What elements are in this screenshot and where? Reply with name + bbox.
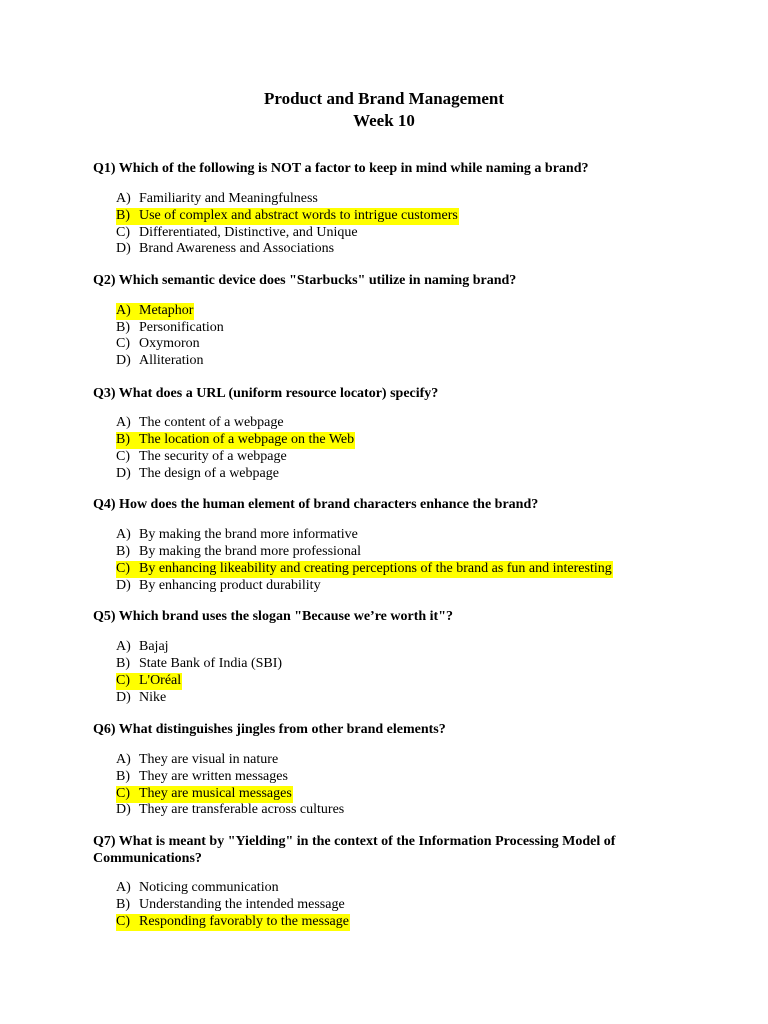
option-text: Understanding the intended message (139, 897, 345, 912)
option-letter: C) (116, 336, 130, 351)
option-text: Oxymoron (139, 336, 200, 351)
option-text: They are transferable across cultures (139, 802, 345, 817)
option-text: Bajaj (139, 639, 169, 654)
option-text: They are written messages (139, 769, 288, 784)
answer-option (116, 561, 613, 578)
answer-option (116, 303, 194, 320)
option-text: The content of a webpage (139, 415, 284, 430)
option-letter: A) (116, 303, 131, 318)
option-text: They are visual in nature (139, 752, 279, 767)
option-letter: A) (116, 752, 131, 767)
option-text: By making the brand more informative (139, 527, 358, 542)
answer-option (116, 191, 319, 208)
option-letter: D) (116, 802, 131, 817)
option-text: Differentiated, Distinctive, and Unique (139, 225, 358, 240)
option-letter: C) (116, 914, 130, 929)
answer-option (116, 769, 289, 786)
option-letter: D) (116, 353, 131, 368)
question-text: Q3) What does a URL (uniform resource locator) specify? (93, 386, 439, 401)
answer-option (116, 639, 170, 656)
answer-option (116, 880, 280, 897)
option-text: The location of a webpage on the Web (139, 432, 355, 447)
answer-option (116, 656, 283, 673)
question-text: Q7) What is meant by "Yielding" in the context of the Information Processing Model of Communications? (93, 834, 616, 866)
option-text: The security of a webpage (139, 449, 287, 464)
option-letter: B) (116, 769, 130, 784)
answer-option (116, 353, 205, 370)
option-letter: D) (116, 241, 131, 256)
question-text: Q6) What distinguishes jingles from other brand elements? (93, 722, 446, 737)
option-text: Nike (139, 690, 167, 705)
option-text: By making the brand more professional (139, 544, 362, 559)
option-text: The design of a webpage (139, 466, 279, 481)
answer-option (116, 320, 225, 337)
option-letter: A) (116, 880, 131, 895)
answer-option (116, 802, 345, 819)
option-letter: A) (116, 527, 131, 542)
option-text: Use of complex and abstract words to intrigue customers (139, 208, 458, 223)
document-subtitle: Week 10 (353, 111, 415, 130)
option-text: Familiarity and Meaningfulness (139, 191, 318, 206)
answer-option (116, 578, 322, 595)
option-text: Metaphor (139, 303, 194, 318)
question-text: Q2) Which semantic device does "Starbucks" utilize in naming brand? (93, 273, 517, 288)
answer-option (116, 752, 279, 769)
option-letter: B) (116, 208, 130, 223)
option-text: Responding favorably to the message (139, 914, 349, 929)
answer-option (116, 690, 167, 707)
option-letter: B) (116, 897, 130, 912)
option-text: Brand Awareness and Associations (139, 241, 335, 256)
option-text: L'Oréal (139, 673, 182, 688)
option-letter: B) (116, 544, 130, 559)
option-letter: D) (116, 466, 131, 481)
answer-option (116, 466, 280, 483)
option-letter: D) (116, 578, 131, 593)
option-text: Alliteration (139, 353, 204, 368)
answer-option (116, 897, 346, 914)
option-letter: C) (116, 673, 130, 688)
option-text: State Bank of India (SBI) (139, 656, 283, 671)
option-letter: B) (116, 656, 130, 671)
option-text: By enhancing likeability and creating perceptions of the brand as fun and interesting (139, 561, 612, 576)
option-letter: C) (116, 786, 130, 801)
answer-option (116, 336, 201, 353)
question-text: Q1) Which of the following is NOT a factor to keep in mind while naming a brand? (93, 161, 589, 176)
option-letter: A) (116, 639, 131, 654)
option-text: Noticing communication (139, 880, 279, 895)
option-letter: A) (116, 191, 131, 206)
question-text: Q5) Which brand uses the slogan "Because we’re worth it"? (93, 609, 453, 624)
question-text: Q4) How does the human element of brand characters enhance the brand? (93, 497, 539, 512)
option-letter: D) (116, 690, 131, 705)
answer-option (116, 544, 362, 561)
option-letter: C) (116, 561, 130, 576)
answer-option (116, 786, 293, 803)
answer-option (116, 673, 182, 690)
option-letter: B) (116, 320, 130, 335)
option-text: By enhancing product durability (139, 578, 321, 593)
answer-option (116, 208, 459, 225)
answer-option (116, 432, 355, 449)
option-text: Personification (139, 320, 224, 335)
document-title: Product and Brand Management (263, 89, 505, 108)
answer-option (116, 415, 285, 432)
option-letter: C) (116, 225, 130, 240)
option-text: They are musical messages (139, 786, 292, 801)
option-letter: B) (116, 432, 130, 447)
answer-option (116, 527, 359, 544)
answer-option (116, 241, 335, 258)
answer-option (116, 449, 288, 466)
option-letter: A) (116, 415, 131, 430)
answer-option (116, 914, 350, 931)
option-letter: C) (116, 449, 130, 464)
answer-option (116, 225, 359, 242)
